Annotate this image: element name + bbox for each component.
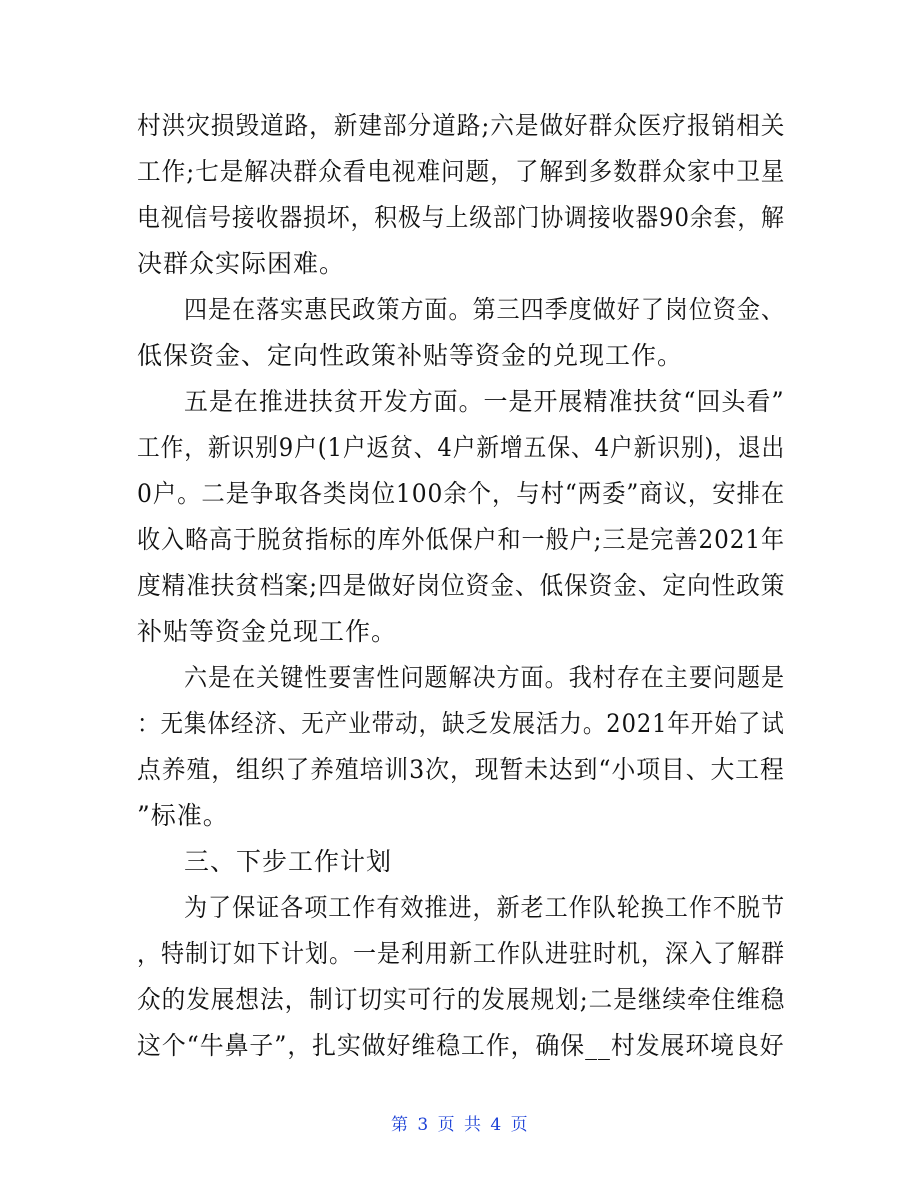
text-line: 低保资金、定向性政策补贴等资金的兑现工作。 [137,341,684,370]
text-line: 这个“牛鼻子”，扎实做好维稳工作，确保__村发展环境良好 [137,1031,785,1060]
text-line: 五是在推进扶贫开发方面。一是开展精准扶贫“回头看” [184,387,785,416]
text-line: 0户。二是争取各类岗位100余个，与村“两委”商议，安排在 [137,479,786,508]
section-heading: 三、下步工作计划 [184,847,393,876]
text-line: ：无集体经济、无产业带动，缺乏发展活力。2021年开始了试 [137,709,785,738]
text-line: 为了保证各项工作有效推进，新老工作队轮换工作不脱节 [184,893,786,922]
text-line: 众的发展想法，制订切实可行的发展规划;二是继续牵住维稳 [137,985,786,1014]
text-line: 点养殖，组织了养殖培训3次，现暂未达到“小项目、大工程 [137,755,785,784]
text-line: ”标准。 [137,801,229,830]
text-line: 工作;七是解决群众看电视难问题，了解到多数群众家中卫星 [137,157,786,186]
text-line: 电视信号接收器损坏，积极与上级部门协调接收器90余套，解 [137,203,785,232]
text-line: 补贴等资金兑现工作。 [137,617,398,646]
text-line: 四是在落实惠民政策方面。第三四季度做好了岗位资金、 [184,295,786,324]
page-number-footer: 第 3 页 共 4 页 [391,1115,530,1135]
text-line: ，特制订如下计划。一是利用新工作队进驻时机，深入了解群 [137,939,786,968]
text-line: 决群众实际困难。 [137,249,346,278]
text-line: 工作，新识别9户(1户返贫、4户新增五保、4户新识别)，退出 [137,433,786,462]
text-line: 六是在关键性要害性问题解决方面。我村存在主要问题是 [184,663,786,692]
text-line: 收入略高于脱贫指标的库外低保户和一般户;三是完善2021年 [137,525,786,554]
text-line: 度精准扶贫档案;四是做好岗位资金、低保资金、定向性政策 [137,571,786,600]
text-line: 村洪灾损毁道路，新建部分道路;六是做好群众医疗报销相关 [137,111,786,140]
